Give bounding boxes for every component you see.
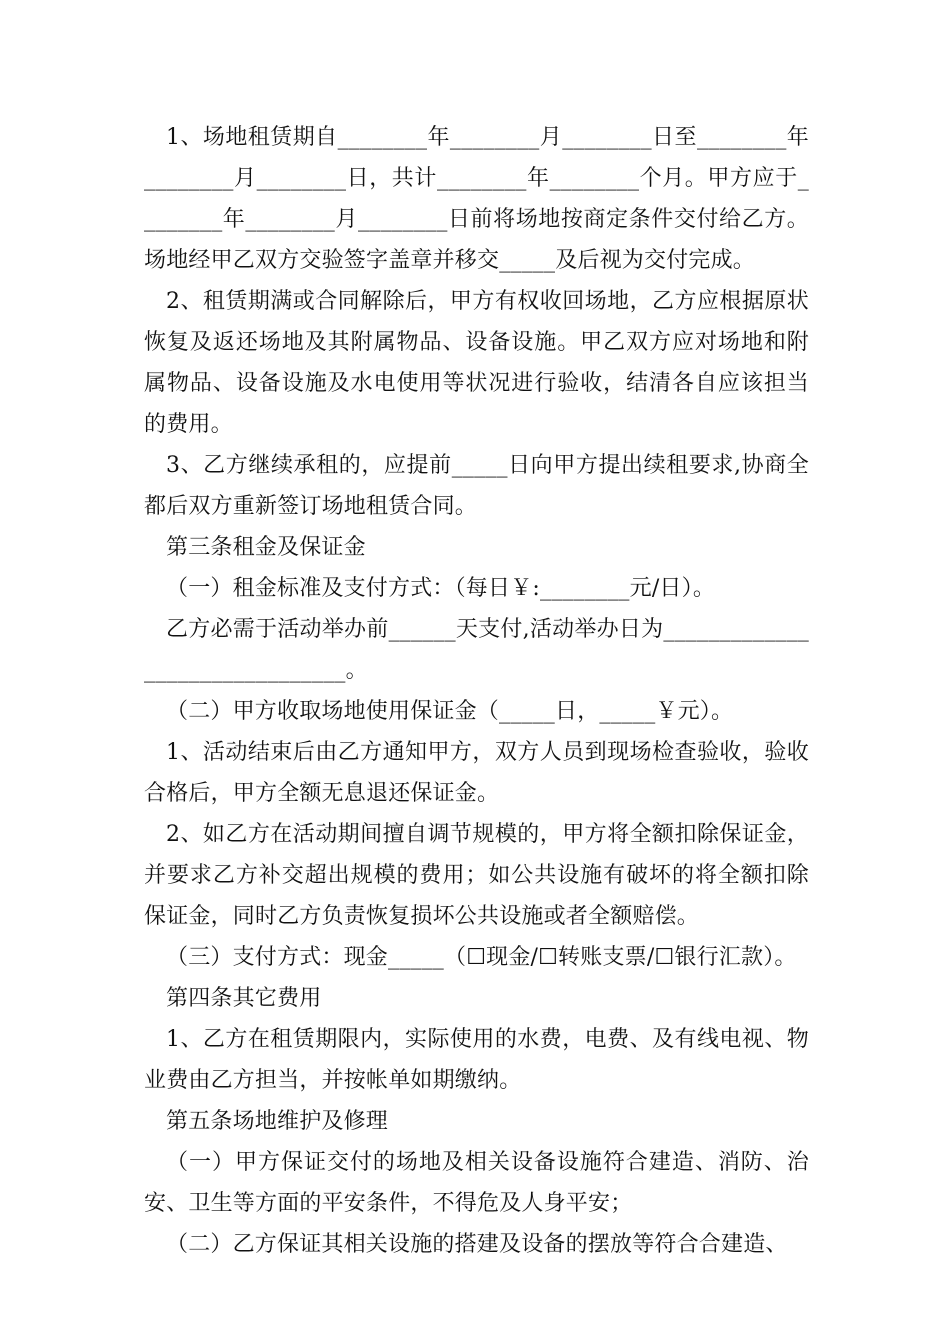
- clause-deposit-deduction: 2、如乙方在活动期间擅自调节规模的，甲方将全额扣除保证金，并要求乙方补交超出规模的费用；如公共设施有破坏的将全额扣除保证金，同时乙方负责恢复损坏公共设施或者全额赔偿。: [144, 822, 809, 929]
- clause-deposit-refund: 1、活动结束后由乙方通知甲方，双方人员到现场检查验收，验收合格后，甲方全额无息退还保证金。: [144, 740, 809, 806]
- clause-lease-end: 2、租赁期满或合同解除后，甲方有权收回场地，乙方应根据原状恢复及返还场地及其附属物品、设备设施。甲乙双方应对场地和附属物品、设备设施及水电使用等状况进行验收，结清各自应该担当的费用。: [144, 289, 809, 437]
- clause-utilities: 1、乙方在租赁期限内，实际使用的水费，电费、及有线电视、物业费由乙方担当，并按帐单如期缴纳。: [144, 1027, 809, 1093]
- clause-deposit: （二）甲方收取场地使用保证金（_____日，_____￥元）。: [166, 699, 734, 724]
- clause-payment-timing: 乙方必需于活动举办前______天支付,活动举办日为_______________________________。: [144, 617, 809, 683]
- clause-payment-method: （三）支付方式：现金_____（☐现金/☐转账支票/☐银行汇款）。: [166, 945, 797, 970]
- clause-landlord-safety: （一）甲方保证交付的场地及相关设备设施符合建造、消防、治安、卫生等方面的平安条件，不得危及人身平安；: [144, 1150, 809, 1216]
- clause-lease-term: 1、场地租赁期自________年________月________日至________年________月________日，共计________年________个月。甲方应于________年________月________日前将场地按商定条件交付给乙方。场地经甲乙双方交验签字盖章并移交_____及后视为交付完成。: [144, 125, 809, 273]
- contract-body: [144, 117, 809, 1265]
- clause-tenant-safety: （二）乙方保证其相关设施的搭建及设备的摆放等符合合建造、: [166, 1232, 788, 1257]
- clause-rent-standard: （一）租金标准及支付方式：（每日￥:________元/日）。: [166, 576, 716, 601]
- section-heading-rent: 第三条租金及保证金: [166, 535, 366, 560]
- section-heading-maintenance: 第五条场地维护及修理: [166, 1109, 389, 1134]
- clause-renewal: 3、乙方继续承租的，应提前_____日向甲方提出续租要求,协商全都后双方重新签订场地租赁合同。: [144, 453, 809, 519]
- section-heading-other-fees: 第四条其它费用: [166, 986, 322, 1011]
